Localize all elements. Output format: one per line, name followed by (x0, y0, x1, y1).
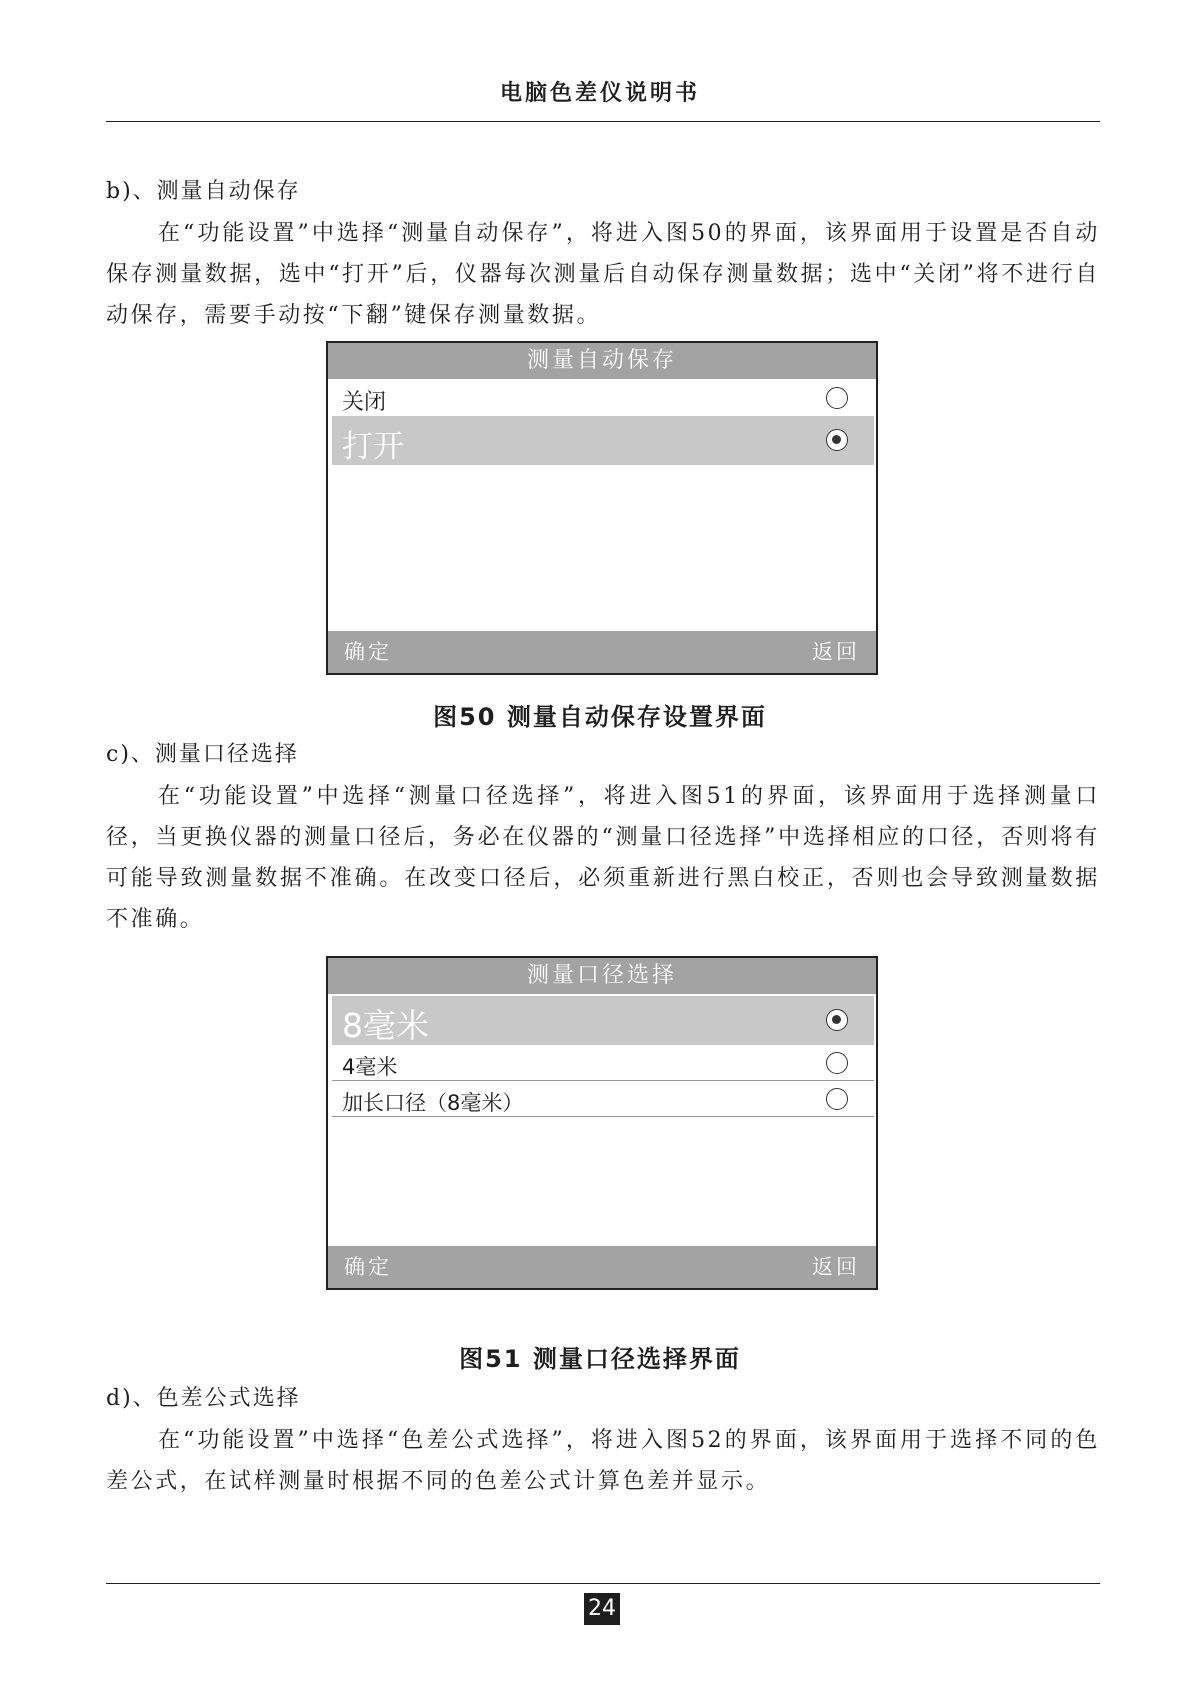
section-paragraph-c: 在“功能设置”中选择“测量口径选择”，将进入图51的界面，该界面用于选择测量口径，当更换仪器的测量口径后，务必在仪器的“测量口径选择”中选择相应的口径，否则将有可能导致测量数据不准确。在改变口径后，必须重新进行黑白校正，否则也会导致测量数据不准确。 (106, 784, 1100, 932)
option-label: 关闭 (342, 390, 387, 415)
screen-bottom-bar (328, 1246, 876, 1288)
option-open[interactable] (332, 416, 874, 465)
section-paragraph-b: 在“功能设置”中选择“测量自动保存”，将进入图50的界面，该界面用于设置是否自动保存测量数据，选中“打开”后，仪器每次测量后自动保存测量数据；选中“关闭”将不进行自动保存，需要手动按“下翻”键保存测量数据。 (106, 221, 1100, 328)
section-heading-d: d)、色差公式选择 (106, 1386, 301, 1411)
option-close[interactable] (332, 381, 874, 415)
radio-selected-icon (826, 429, 848, 451)
screen-bottom-bar (328, 631, 876, 673)
auto-save-screen (326, 341, 878, 675)
confirm-button[interactable]: 确定 (344, 640, 392, 664)
back-button[interactable]: 返回 (812, 640, 860, 664)
screen-title: 测量口径选择 (328, 958, 876, 994)
option-label: 打开 (342, 429, 404, 465)
option-label: 加长口径（8毫米） (342, 1091, 524, 1115)
option-label: 8毫米 (342, 1006, 429, 1045)
section-heading-b: b)、测量自动保存 (106, 179, 301, 204)
figure-caption-51: 图51 测量口径选择界面 (459, 1345, 741, 1373)
footer-divider (106, 1583, 1100, 1584)
radio-unselected-icon (826, 387, 848, 409)
page-header-title: 电脑色差仪说明书 (499, 81, 700, 106)
radio-unselected-icon (826, 1088, 848, 1110)
radio-selected-icon (826, 1009, 848, 1031)
section-paragraph-d: 在“功能设置”中选择“色差公式选择”，将进入图52的界面，该界面用于选择不同的色差公式，在试样测量时根据不同的色差公式计算色差并显示。 (106, 1428, 1100, 1494)
option-extended-8mm[interactable] (332, 1082, 874, 1117)
confirm-button[interactable]: 确定 (344, 1255, 392, 1279)
back-button[interactable]: 返回 (812, 1255, 860, 1279)
screen-title: 测量自动保存 (328, 343, 876, 379)
option-4mm[interactable] (332, 1046, 874, 1081)
radio-unselected-icon (826, 1052, 848, 1074)
header-divider (106, 121, 1100, 122)
page-number: 24 (584, 1593, 620, 1625)
section-heading-c: c)、测量口径选择 (106, 742, 299, 767)
figure-caption-50: 图50 测量自动保存设置界面 (433, 703, 767, 731)
aperture-select-screen (326, 956, 878, 1290)
option-label: 4毫米 (342, 1055, 398, 1079)
option-8mm[interactable] (332, 996, 874, 1045)
